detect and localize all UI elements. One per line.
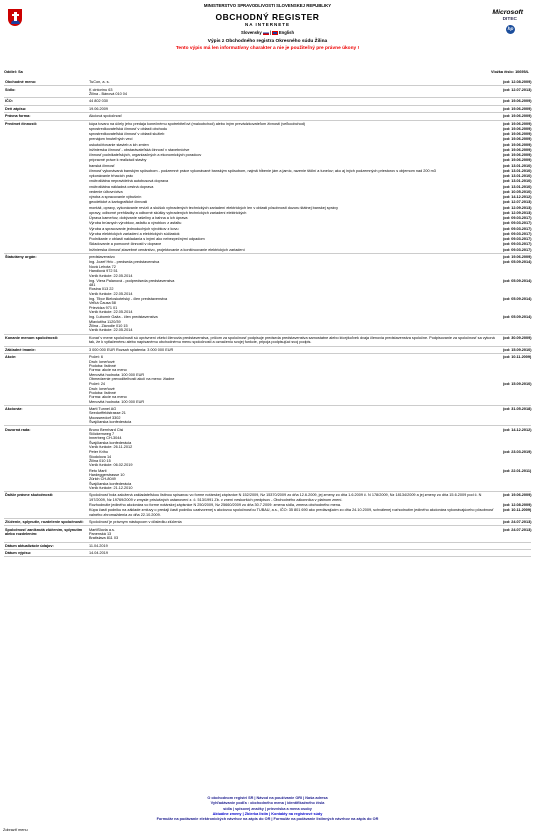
record-values <box>89 551 531 556</box>
record-date: (od: 30.09.2009) <box>503 335 532 340</box>
record-date: (od: 05.09.2014) <box>503 297 532 302</box>
record-row <box>4 86 531 98</box>
record-item <box>89 469 531 492</box>
record-value: Skladovanie a pomocné činnosti v doprave <box>89 242 162 247</box>
record-date <box>503 551 531 555</box>
record-item <box>89 260 531 278</box>
show-menu-link[interactable]: Zobraziť menu <box>3 828 28 832</box>
record-row <box>4 254 531 335</box>
record-value: Výroba a spracovanie jednoduchých výrobkov z kovu <box>89 226 179 231</box>
record-date: (od: 09.03.2017) <box>503 221 532 226</box>
record-item <box>89 297 531 315</box>
record-value: prípravné práce k realizácii stavby <box>89 158 147 163</box>
record-label: Ďalšie právne skutočnosti: <box>5 493 54 498</box>
footer-line-3[interactable]: sídla | spisovej značky | priezviska a mena osoby <box>223 806 312 811</box>
record-value: Rozhodnutie jediného akcionára vo forme notárskej zápisnice N 250/2009, Nz 25660/2009 zo dňa 30.7.2009: zmena sídla, zmena obchodného mena. <box>89 503 342 508</box>
footer-line-2[interactable]: Vyhľadávanie podľa : obchodného mena | identifikačného čísla <box>210 801 325 806</box>
record-value: Výroba brúsnych výrobkov, asfaltu a výrobkov z asfaltu <box>89 221 182 226</box>
record-row <box>4 406 531 427</box>
record-row <box>4 98 531 105</box>
record-value: Konať v mene spoločnosti sú oprávnení všetci členovia predstavenstva, pričom za spoločnosť podpisuje predseda predstavenstva samostatne alebo ktorýkoľvek dvaja členovia predstavenstva spoločne. Podpisovanie za spoločnosť sa vykoná tak, že k vytlačenému alebo napísanému obchodnému menu spoločnosti a označeniu svojej funkcie, pripoja podpisujúci svoj podpis. <box>89 335 495 345</box>
record-value: K cintorínu 63 Žilina - Bánová 010 04 <box>89 87 127 96</box>
record-values <box>89 336 531 346</box>
register-title: OBCHODNÝ REGISTER <box>215 12 320 22</box>
record-date: (od: 19.06.2009) <box>503 153 532 158</box>
record-date: (od: 09.03.2017) <box>503 237 532 242</box>
record-item <box>89 450 531 468</box>
record-row <box>4 543 531 550</box>
record-date: (od: 13.01.2010) <box>503 179 532 184</box>
record-date: (od: 12.09.2013) <box>503 210 532 215</box>
record-date: (od: 13.01.2010) <box>503 163 532 168</box>
record-value: Spoločnosť je právnym nástupcom v dôsledku zlúčenia <box>89 520 182 525</box>
record-label: Sídlo: <box>5 87 16 92</box>
record-label: Základné imanie: <box>5 347 36 352</box>
record-row <box>4 79 531 86</box>
record-date: (od: 13.01.2010) <box>503 174 532 179</box>
record-date: (od: 14.12.2012) <box>503 427 532 432</box>
record-label: Obchodné meno: <box>5 80 37 85</box>
record-values <box>89 88 531 98</box>
record-value: prenájom hnuteľných vecí <box>89 137 133 142</box>
record-date: (od: 09.03.2017) <box>503 242 532 247</box>
record-date: (od: 12.07.2013) <box>503 200 532 205</box>
record-date: (od: 19.06.2009) <box>503 126 532 131</box>
record-date: (od: 19.06.2009) <box>503 132 532 137</box>
record-date: (od: 12.07.2013) <box>503 87 532 92</box>
record-value: Akciová spoločnosť <box>89 114 122 119</box>
record-label: Akcie: <box>5 355 17 360</box>
record-values <box>89 428 531 492</box>
record-value: opravy, odborné prehliadky a odborné skúšky vyhradených technických zariadení elektrických <box>89 210 247 215</box>
record-value: sprostredkovateľská činnosť v oblasti služieb <box>89 132 165 137</box>
footer-links <box>0 796 535 822</box>
record-date: (od: 13.01.2010) <box>503 184 532 189</box>
record-value: vnútroštátna nepravidelná autobusová doprava <box>89 179 169 184</box>
record-values <box>89 544 531 549</box>
record-value: 44 802 030 <box>89 99 109 104</box>
footer-line-1[interactable]: O obchodnom registri SR | Návod na používanie ORI | Naša adresa <box>207 796 328 800</box>
record-value: Ing. Viera Palanová - podpredseda predstavenstva 481 Rosina 013 22 Vznik funkcie: 22.05.2014 <box>89 278 175 296</box>
record-value: vykonávanie trhacích prác <box>89 174 134 179</box>
record-value: vedenie účtovníctva <box>89 189 123 194</box>
record-date: (od: 12.08.2009) <box>503 503 532 508</box>
record-date: (od: 19.06.2009) <box>503 158 532 163</box>
record-label: Zlúčenie, splynutie, rozdelenie spoločnosti: <box>5 520 84 525</box>
record-date: (od: 19.06.2009) <box>503 142 532 147</box>
record-value: TuCon, a. s. <box>89 80 110 85</box>
record-item <box>89 407 531 425</box>
record-label: Spoločnosť zaniknutá zlúčením, splynutím alebo rozdelením: <box>5 527 83 536</box>
record-values <box>89 99 531 104</box>
record-date: (od: 10.11.2009) <box>503 508 532 513</box>
record-value: Spoločnosť bola založená zakladateľskou listinou spísanou vo forme notárskej zápisnice N 152/2009, Nz 15370/2009 zo dňa 12.6.2009, jej zmeny zo dňa 1.6.2009 č. N 178/2009, Nz 18134/2009 a jej zmeny zo dňa 15.6.2009 pod č. N 197/2009, Nz 19769/2009 v zmysle príslušných ustanovení z. č. 513/1991 Zb. v znení neskorších predpisov - Obchodného zákonníka v platnom znení. <box>89 493 482 502</box>
record-values <box>89 122 531 253</box>
record-label: Dátum výpisu: <box>5 551 32 556</box>
ministry-name: MINISTERSTVO SPRAVODLIVOSTI SLOVENSKEJ REPUBLIKY <box>203 3 332 8</box>
record-value: Ing. Ľubomír Gaža - člen predstavenstva Mlaviutiha 1120/39 Žilina - Závodie 010 15 Vznik funkcie: 22.05.2014 <box>89 315 158 333</box>
record-values <box>89 80 531 85</box>
record-date: (od: 09.03.2017) <box>503 247 532 252</box>
record-value: uskutočňovanie stavieb a ich zmien <box>89 142 149 147</box>
record-value: Počet: 24 Druh: kmeňové Podoba: listinné Forma: akcie na meno Menovitá hodnota: 100 000 EUR <box>89 382 145 404</box>
record-value: banská činnosť <box>89 163 115 168</box>
record-date: (od: 19.06.2009) <box>503 114 532 119</box>
record-value: Výroba elektrických zariadení a elektrických súčiastok <box>89 231 180 236</box>
record-value: Bruno Bernhard Cisi Stöckernweg 7 Innerberg CH-3044 Švajčiarska konfederácia Vznik funkcie: 26.11.2012 <box>89 427 133 450</box>
record-date: (od: 14.12.2012) <box>503 195 532 200</box>
record-item <box>89 348 531 353</box>
record-date: (od: 19.06.2009) <box>503 493 532 498</box>
record-item <box>89 80 531 85</box>
record-label: Predmet činnosti: <box>5 121 38 126</box>
record-item <box>89 107 531 112</box>
record-item <box>89 88 531 98</box>
footer-line-5[interactable]: Formulár na podávanie elektronických návrhov na zápis do OR | Formulár na podávanie listinných návrhov na zápis do OR <box>156 817 379 822</box>
record-item <box>89 508 531 518</box>
record-value: činnosť vykonávaná banským spôsobom - podzemné práce vykonávané banským spôsobom, najmä hĺbenie jám a jamíc, razenie štôlní a tunelov; ako aj iných podzemných priestorov s objemom nad 200 m3 <box>89 168 436 173</box>
record-value: 14.04.2019 <box>89 551 109 556</box>
record-value: montáž, opravy, vykonávanie revízií a skúšok vyhradených technických zariadení elektrických len v oblasti pôsobnosti dozoru štátnej banskej správy <box>89 205 338 210</box>
record-value: výroba a spracovanie výbušnín <box>89 195 142 200</box>
record-value: predstavenstvo <box>89 255 115 260</box>
section-label: Oddiel: Sa <box>4 70 23 74</box>
record-value: MartiSlovia a.s. Panenská 13 Bratislava 811 03 <box>89 527 119 541</box>
record-date: (od: 05.09.2014) <box>503 315 532 320</box>
record-date: (od: 15.09.2010) <box>503 347 532 352</box>
record-values <box>89 348 531 353</box>
record-label: Dozorná rada: <box>5 427 31 432</box>
record-item <box>89 520 531 525</box>
record-item <box>89 551 531 556</box>
record-values <box>89 355 531 405</box>
ditec-logo: DITEC <box>502 17 517 22</box>
record-date: (od: 12.09.2013) <box>503 205 532 210</box>
record-value: Ing. Jozef Hric - predseda predstavenstva Nová Lehota 72 Handlová 972 51 Vznik funkcie: 22.05.2014 <box>89 260 160 278</box>
record-value: Kúpa časti podniku na základe zmluvy o predaji časti podniku uzatvorenej s akciovou spoločnosťou TUBAU, a.s., IČO: 35 801 690 ako predávajúcim zo dňa 24.10.2009, schválenej rozhodnutím jediného akcionára vykonávajúceho pôsobnosť valného zhromaždenia zo dňa 22.10.2009. <box>89 508 494 517</box>
record-label: Deň zápisu: <box>5 106 27 111</box>
record-row <box>4 519 531 526</box>
page-header <box>0 0 535 60</box>
language-switch: Slovensky | English <box>240 30 294 36</box>
extract-table <box>4 79 531 557</box>
record-value: Peter Kriho Stodolova 14 Žilina 010 15 Vznik funkcie: 06.02.2019 <box>89 450 133 468</box>
microsoft-logo: Microsoft <box>492 9 523 16</box>
record-date: (od: 19.06.2009) <box>503 255 532 260</box>
record-label: Právna forma: <box>5 114 31 119</box>
record-value: sprostredkovateľská činnosť v oblasti obchodu <box>89 126 168 131</box>
record-date: (od: 09.03.2017) <box>503 216 532 221</box>
record-values <box>89 255 531 334</box>
record-values <box>89 528 531 542</box>
record-item <box>89 355 531 382</box>
record-value: Úprava kameňov, dobývanie rašeliny a bahna a ich úprava <box>89 216 188 221</box>
record-row <box>4 426 531 492</box>
record-item <box>89 493 531 503</box>
record-row <box>4 106 531 113</box>
uk-flag-icon[interactable] <box>272 31 278 35</box>
record-row <box>4 550 531 557</box>
record-date: (od: 23.03.2019) <box>503 450 532 455</box>
record-date: (od: 05.09.2014) <box>503 260 532 265</box>
record-value: činnosť podnikateľských, organizačných a ekonomických poradcov <box>89 153 202 158</box>
record-value: Inžinierska činnosť,stavebné cenárstvo, projektovanie a konštruovanie elektrických zariadení <box>89 247 245 252</box>
insert-number: Vložka číslo: 10695/L <box>490 70 529 74</box>
record-label: IČO: <box>5 99 14 104</box>
record-date: (od: 09.03.2017) <box>503 231 532 236</box>
record-label: Akcionár: <box>5 407 23 412</box>
record-values <box>89 520 531 525</box>
lang-slovak-link[interactable]: Slovensky <box>240 30 262 36</box>
footer-line-4[interactable]: Aktuálne zmeny | Zbierka listín | Kontakty na registrové súdy <box>212 811 323 816</box>
record-item <box>89 248 531 253</box>
record-value: 11.04.2019 <box>89 543 108 548</box>
record-value: Podnikanie v oblasti nakladania s inými ako nebezpečnými odpadom <box>89 237 205 242</box>
record-row <box>4 526 531 542</box>
record-date: (od: 10.11.2009) <box>503 355 532 360</box>
record-item <box>89 99 531 104</box>
record-label: Dátum aktualizácie údajov: <box>5 543 54 548</box>
record-value: Reto Marti Hardeggerstrasse 10 Zürich CH-8049 Švajčiarska konfederácia Vznik funkcie: 21.12.2010 <box>89 468 133 491</box>
record-date: (od: 09.03.2017) <box>503 226 532 231</box>
record-item <box>89 382 531 405</box>
record-date: (od: 19.06.2009) <box>503 147 532 152</box>
record-date: (od: 22.01.2011) <box>503 468 532 473</box>
record-values <box>89 407 531 425</box>
record-label: Štatutárny orgán: <box>5 255 37 260</box>
record-item <box>89 544 531 549</box>
lang-english-link[interactable]: English <box>278 30 294 36</box>
record-date: (od: 13.01.2010) <box>503 168 532 173</box>
record-label: Konanie menom spoločnosti: <box>5 335 59 340</box>
record-date: (od: 05.09.2014) <box>503 278 532 283</box>
record-date: (od: 19.06.2009) <box>503 121 532 126</box>
record-date: (od: 31.05.2018) <box>503 407 532 412</box>
record-date: (od: 19.06.2009) <box>503 99 532 104</box>
extract-title: Výpis z Obchodného registra Okresného súdu Žilina <box>207 39 328 44</box>
record-row <box>4 347 531 354</box>
record-date: (od: 24.07.2013) <box>503 527 532 532</box>
record-item <box>89 528 531 542</box>
record-item <box>89 279 531 297</box>
record-values <box>89 107 531 112</box>
record-date: (od: 24.07.2013) <box>503 520 532 525</box>
record-date: (od: 15.09.2010) <box>503 382 532 387</box>
record-value: inžinierska činnosť - obstarávateľská činnosť v stavebníctve <box>89 147 190 152</box>
slovak-flag-icon[interactable] <box>263 31 269 35</box>
record-date: (od: 10.05.2010) <box>503 189 532 194</box>
record-values <box>89 114 531 119</box>
record-date: (od: 12.08.2009) <box>503 80 532 85</box>
record-value: Marti Tunnel AG Seedorffeldstrasse 21 Moosseedorf 3302 Švajčiarska konfederácia <box>89 407 132 425</box>
record-row <box>4 354 531 406</box>
record-value: Počet: 6 Druh: kmeňové Podoba: listinné Forma: akcie na meno Menovitá hodnota: 100 000 EUR Obmedzenie prevoditeľnosti akcií na meno: žiadne <box>89 355 175 381</box>
record-date <box>503 544 531 548</box>
record-row <box>4 121 531 254</box>
record-item <box>89 315 531 333</box>
register-subtitle: NA INTERNETE <box>244 22 291 27</box>
record-value: geodetické a kartografické činnosti <box>89 200 148 205</box>
record-row <box>4 113 531 120</box>
record-value: 19.06.2009 <box>89 106 109 111</box>
record-value: 3 000 000 EUR Rozsah splatenia: 3 000 000 EUR <box>89 347 174 352</box>
record-date: (od: 19.06.2009) <box>503 137 532 142</box>
record-value: kúpa tovaru na účely jeho predaja konečnému spotrebiteľovi (maloobchod) alebo iným prevádzkovateľom živnosti (veľkoobchod) <box>89 121 306 126</box>
record-values <box>89 493 531 517</box>
record-item <box>89 428 531 451</box>
record-date: (od: 19.06.2009) <box>503 106 532 111</box>
record-value: vnútroštátna nákladná cestná doprava <box>89 184 154 189</box>
record-value: Ing. Tibor Bieloskotelský - člen predstavenstva Veľká Čausa 58 Prievidza 971 01 Vznik funkcie: 22.05.2014 <box>89 297 168 315</box>
record-row <box>4 335 531 347</box>
record-row <box>4 492 531 519</box>
record-item <box>89 336 531 346</box>
record-item <box>89 114 531 119</box>
warning-text: Tento výpis má len informatívny charakter a nie je použiteľný pre právne úkony ! <box>175 46 360 51</box>
hp-logo: hp <box>507 27 514 32</box>
